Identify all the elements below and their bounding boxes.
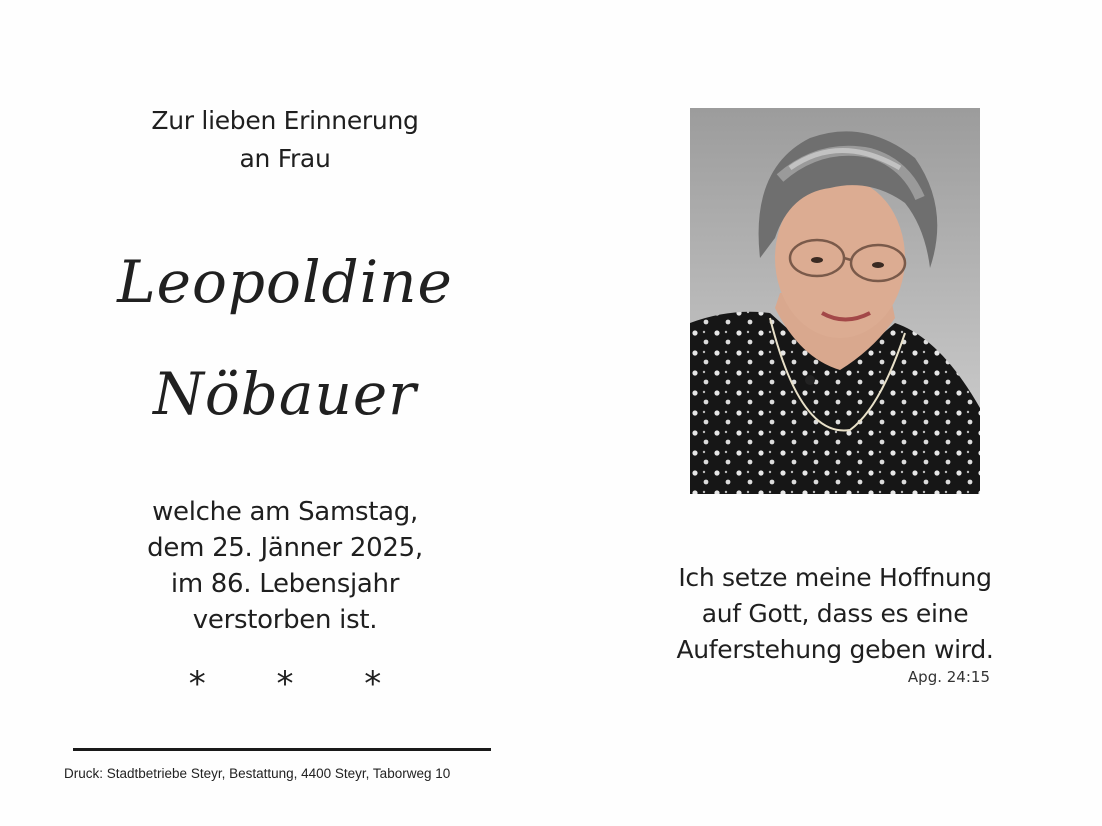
asterisk-divider: * * * [188,664,412,704]
portrait-photo-icon [690,108,980,494]
death-line-4: verstorben ist. [192,605,378,635]
divider-line [73,748,491,751]
death-line-3: im 86. Lebensjahr [170,569,400,599]
death-line-1: welche am Samstag, [152,497,418,527]
printer-credit: Druck: Stadtbetriebe Steyr, Bestattung, 4400 Steyr, Taborweg 10 [64,766,451,781]
last-name: Nöbauer [153,360,417,428]
verse-line-2: auf Gott, dass es eine [701,599,969,628]
intro-line-1: Zur lieben Erinnerung [151,106,419,135]
verse-reference: Apg. 24:15 [907,668,990,686]
verse-line-3: Auferstehung geben wird. [676,635,994,664]
death-notice [70,494,500,638]
first-name: Leopoldine [117,248,453,316]
bible-verse [660,560,1010,668]
intro-line-2: an Frau [239,144,331,173]
death-line-2: dem 25. Jänner 2025, [147,533,423,563]
intro-text [70,102,500,178]
portrait-photo [690,108,980,494]
verse-line-1: Ich setze meine Hoffnung [678,563,992,592]
